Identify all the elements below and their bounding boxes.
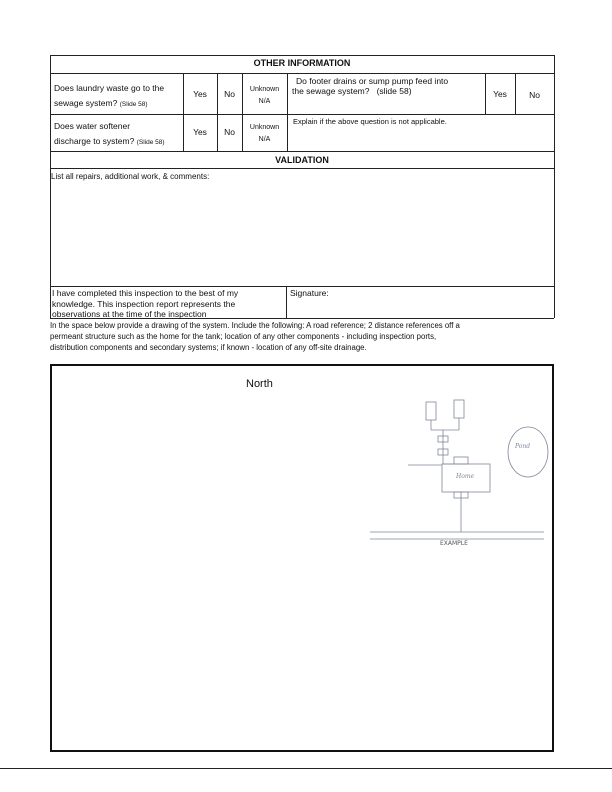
softener-question: Does water softener [54, 121, 131, 131]
footer-drain-no-option[interactable]: No [529, 90, 540, 100]
laundry-question: Does laundry waste go to the [54, 83, 165, 93]
laundry-no-option[interactable]: No [224, 89, 235, 99]
footer-drain-yes-option[interactable]: Yes [493, 89, 507, 99]
softener-no-option[interactable]: No [224, 127, 235, 137]
comments-area[interactable] [52, 183, 552, 284]
signature-field[interactable] [290, 300, 550, 316]
example-sketch [368, 372, 552, 552]
softener-na-option[interactable]: N/A [258, 136, 271, 143]
home-label: Home [456, 473, 475, 480]
system-drawing-box[interactable] [50, 364, 554, 752]
laundry-na-option[interactable]: N/A [258, 98, 271, 105]
other-information-header: OTHER INFORMATION [253, 58, 351, 68]
validation-header: VALIDATION [275, 155, 329, 165]
footer-drain-question: Do footer drains or sump pump feed into [296, 76, 449, 86]
inspection-statement: I have completed this inspection to the best of my knowledge. This inspection report represents the observations at the time of the inspection [52, 288, 239, 319]
drawing-instructions: In the space below provide a drawing of the system. Include the following: A road reference; 2 distance references off a permeant structure such as the home for the tank; location of any other components - including inspection ports, distribution components and secondary systems; if known - location of any off-site drainage. [50, 321, 460, 352]
page-bottom-rule [0, 768, 612, 769]
laundry-yes-option[interactable]: Yes [193, 89, 207, 99]
north-label: North [246, 378, 273, 390]
pond-label: Pond [515, 443, 531, 450]
signature-label: Signature: [290, 288, 329, 298]
example-label: EXAMPLE [440, 540, 468, 547]
laundry-unknown-option[interactable]: Unknown [249, 86, 280, 93]
laundry-question-line2: sewage system? (Slide 58) [54, 98, 148, 108]
softener-question-line2: discharge to system? (Slide 58) [54, 136, 165, 146]
comments-label: List all repairs, additional work, & comments: [51, 172, 210, 181]
explain-not-applicable-label: Explain if the above question is not applicable. [293, 117, 447, 126]
softener-unknown-option[interactable]: Unknown [249, 124, 280, 131]
footer-drain-question-line2: the sewage system? (slide 58) [292, 86, 412, 96]
softener-yes-option[interactable]: Yes [193, 127, 207, 137]
